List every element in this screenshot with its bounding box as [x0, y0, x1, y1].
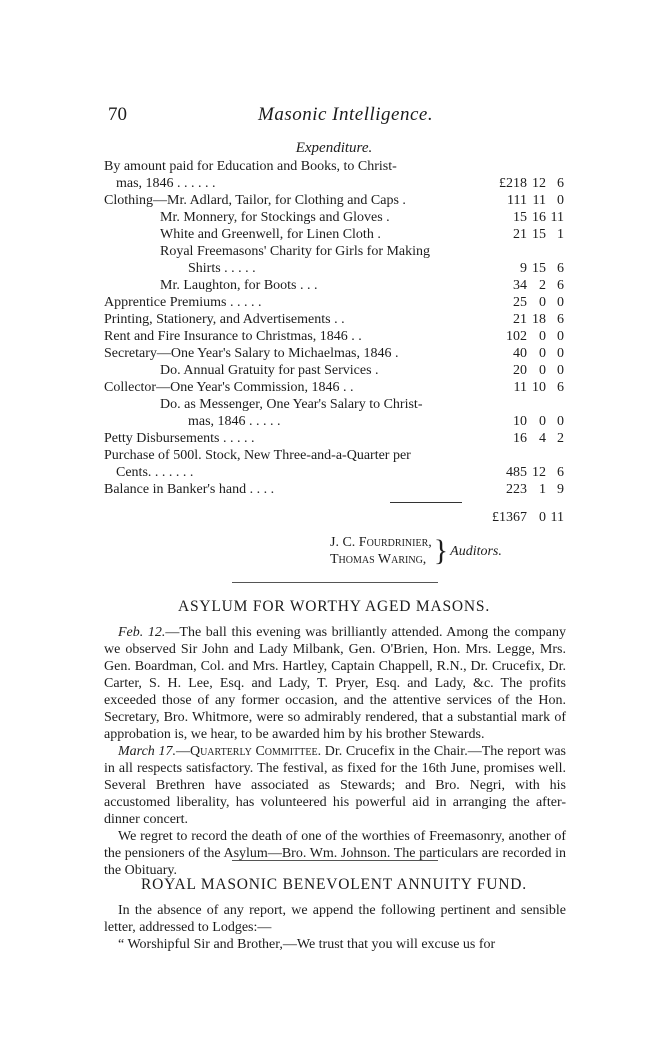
amount-pounds: 9 — [520, 261, 527, 276]
amount-pence: 9 — [557, 482, 564, 497]
amount-pence: 0 — [557, 414, 564, 429]
ledger-desc: Apprentice Premiums . . . . . — [104, 295, 262, 310]
ledger-amount — [492, 413, 564, 430]
ledger-desc: Balance in Banker's hand . . . . — [104, 482, 275, 497]
ledger-amount — [492, 260, 564, 277]
amount-pence: 6 — [557, 261, 564, 276]
asylum-section — [104, 624, 566, 879]
ledger-row — [104, 175, 564, 192]
ledger-row — [104, 413, 564, 430]
amount-pounds: 485 — [506, 465, 527, 480]
asylum-paragraph-3 — [104, 828, 566, 879]
ledger-row — [104, 192, 564, 209]
amount-pence: 0 — [557, 363, 564, 378]
amount-pounds: 111 — [507, 193, 527, 208]
ledger-row — [104, 243, 564, 260]
total-row — [104, 509, 564, 526]
amount-pounds: 25 — [513, 295, 527, 310]
ledger-desc: White and Greenwell, for Linen Cloth . — [160, 227, 381, 242]
ledger-desc: Do. as Messenger, One Year's Salary to Christ- — [160, 397, 423, 412]
ledger-desc: Printing, Stationery, and Advertisements . . — [104, 312, 345, 327]
ledger-amount — [492, 464, 564, 481]
amount-shillings: 16 — [532, 210, 546, 225]
ledger-amount — [492, 362, 564, 379]
running-title: Masonic Intelligence. — [258, 104, 434, 125]
ledger-row — [104, 396, 564, 413]
ledger-desc: Royal Freemasons' Charity for Girls for Making — [160, 244, 431, 259]
expenditure-title: Expenditure. — [295, 140, 373, 156]
total-pence: 11 — [550, 510, 564, 525]
section-divider — [232, 582, 438, 583]
ledger-row — [104, 311, 564, 328]
ledger-amount — [492, 209, 564, 226]
ledger-row — [104, 328, 564, 345]
ledger-amount — [492, 396, 564, 413]
total-pounds: £1367 — [492, 510, 527, 525]
auditors-label: Auditors. — [450, 543, 502, 559]
total-amount — [492, 509, 564, 526]
ledger-row — [104, 362, 564, 379]
amount-pounds: 20 — [513, 363, 527, 378]
ledger-desc: Do. Annual Gratuity for past Services . — [160, 363, 379, 378]
ledger-desc: Mr. Laughton, for Boots . . . — [160, 278, 318, 293]
amount-shillings: 0 — [539, 346, 546, 361]
ledger-row — [104, 464, 564, 481]
ledger-row — [104, 226, 564, 243]
ledger-amount — [492, 158, 564, 175]
ledger-desc: Secretary—One Year's Salary to Michaelmas, 1846 . — [104, 346, 399, 361]
ledger-amount — [492, 447, 564, 464]
amount-pence: 6 — [557, 278, 564, 293]
amount-shillings: 1 — [539, 482, 546, 497]
ledger-row — [104, 209, 564, 226]
amount-shillings: 18 — [532, 312, 546, 327]
asylum-title: ASYLUM FOR WORTHY AGED MASONS. — [177, 598, 490, 615]
amount-pence: 0 — [557, 329, 564, 344]
asylum-heading-2: —Quarterly Committee. — [175, 744, 322, 759]
ledger-desc: Purchase of 500l. Stock, New Three-and-a-Quarter per — [104, 448, 411, 463]
auditor-name-2: Thomas Waring, — [330, 552, 427, 567]
amount-shillings: 0 — [539, 329, 546, 344]
page-number: 70 — [108, 104, 127, 125]
amount-pounds: £218 — [499, 176, 527, 191]
ledger-amount — [492, 311, 564, 328]
amount-pounds: 10 — [513, 414, 527, 429]
asylum-date-2: March 17. — [118, 744, 176, 759]
ledger-row — [104, 430, 564, 447]
auditors-signature — [330, 534, 502, 568]
total-shillings: 0 — [539, 510, 546, 525]
ledger-row — [104, 447, 564, 464]
annuity-paragraph-2 — [104, 936, 566, 953]
section-divider — [232, 860, 438, 861]
amount-pence: 6 — [557, 312, 564, 327]
ledger-desc: Petty Disbursements . . . . . — [104, 431, 255, 446]
amount-shillings: 15 — [532, 227, 546, 242]
amount-pence: 6 — [557, 380, 564, 395]
amount-shillings: 4 — [539, 431, 546, 446]
amount-shillings: 0 — [539, 295, 546, 310]
ledger-desc: Cents. . . . . . . — [116, 465, 194, 480]
ledger-amount — [492, 328, 564, 345]
ledger-desc: Rent and Fire Insurance to Christmas, 1846 . . — [104, 329, 362, 344]
amount-pence: 11 — [550, 210, 564, 225]
amount-pence: 2 — [557, 431, 564, 446]
ledger-amount — [492, 430, 564, 447]
ledger-desc: Shirts . . . . . — [188, 261, 256, 276]
amount-shillings: 15 — [532, 261, 546, 276]
ledger-row — [104, 260, 564, 277]
asylum-date-1: Feb. 12. — [118, 625, 166, 640]
ledger-desc: mas, 1846 . . . . . — [188, 414, 281, 429]
amount-pounds: 16 — [513, 431, 527, 446]
amount-shillings: 12 — [532, 465, 546, 480]
ledger-amount — [492, 481, 564, 498]
brace-symbol: } — [433, 534, 449, 567]
ledger-desc: Mr. Monnery, for Stockings and Gloves . — [160, 210, 390, 225]
ledger-row — [104, 158, 564, 175]
ledger-row — [104, 481, 564, 498]
amount-pounds: 15 — [513, 210, 527, 225]
annuity-title: ROYAL MASONIC BENEVOLENT ANNUITY FUND. — [141, 876, 527, 893]
amount-pounds: 223 — [506, 482, 527, 497]
ledger-amount — [492, 379, 564, 396]
amount-pence: 0 — [557, 346, 564, 361]
amount-pounds: 40 — [513, 346, 527, 361]
auditor-name-1: J. C. Fourdrinier, — [330, 535, 432, 550]
annuity-section — [104, 902, 566, 953]
ledger-desc: By amount paid for Education and Books, to Christ- — [104, 159, 397, 174]
annuity-text-1: In the absence of any report, we append the following pertinent and sensible letter, addressed to Lodges:— — [104, 903, 566, 935]
amount-pounds: 102 — [506, 329, 527, 344]
ledger-desc: Collector—One Year's Commission, 1846 . . — [104, 380, 354, 395]
ledger-desc: Clothing—Mr. Adlard, Tailor, for Clothing and Caps . — [104, 193, 406, 208]
ledger-amount — [492, 243, 564, 260]
asylum-text-3: We regret to record the death of one of the worthies of Freemasonry, another of the pensioners of the Asylum—Bro. Wm. Johnson. The particulars are recorded in the Obituary. — [104, 829, 566, 878]
amount-shillings: 0 — [539, 414, 546, 429]
total-rule — [390, 502, 462, 503]
amount-shillings: 11 — [532, 193, 546, 208]
ledger-amount — [492, 294, 564, 311]
amount-pence: 6 — [557, 176, 564, 191]
amount-pounds: 21 — [513, 312, 527, 327]
page-header — [108, 104, 560, 126]
annuity-text-2: “ Worshipful Sir and Brother,—We trust that you will excuse us for — [118, 937, 496, 952]
annuity-paragraph-1 — [104, 902, 566, 936]
ledger-amount — [492, 345, 564, 362]
auditor-names — [330, 534, 432, 568]
ledger-row — [104, 277, 564, 294]
asylum-text-1: —The ball this evening was brilliantly attended. Among the company we observed Sir John and Lady Milbank, Gen. O'Brien, Hon. Mrs. Legge, Mrs. Gen. Boardman, Col. and Mrs. Hartley, Captain Chappell, R.N., Dr. Crucefix, Dr. Carter, S. H. Lee, Esq. and Lady, T. Pryer, Esq. and Lady, &c. The profits exceeded those of any former occasion, and the attentive services of the Hon. Secretary, Bro. Whitmore, were so admirably rendered, that a substantial mark of approbation is, we hear, to be awarded him by his brother Stewards. — [104, 625, 567, 742]
amount-pence: 1 — [557, 227, 564, 242]
amount-shillings: 0 — [539, 363, 546, 378]
ledger-amount — [492, 226, 564, 243]
ledger-amount — [492, 277, 564, 294]
ledger-desc: mas, 1846 . . . . . . — [116, 176, 216, 191]
asylum-text-2: Dr. Crucefix in the Chair.—The report was in all respects satisfactory. The festival, as fixed for the 16th June, promises well. Several Brethren have associated as Stewards; and Bro. Negri, with his accustomed liberality, has volunteered his powerful aid in arranging the after-dinner concert. — [104, 744, 566, 827]
amount-shillings: 12 — [532, 176, 546, 191]
ledger-row — [104, 379, 564, 396]
amount-pence: 6 — [557, 465, 564, 480]
asylum-paragraph-1 — [104, 624, 566, 743]
ledger-row — [104, 345, 564, 362]
ledger-row — [104, 294, 564, 311]
amount-pounds: 34 — [513, 278, 527, 293]
amount-shillings: 10 — [532, 380, 546, 395]
ledger-amount — [492, 175, 564, 192]
expenditure-total — [104, 509, 564, 526]
ledger-amount — [492, 192, 564, 209]
amount-pence: 0 — [557, 193, 564, 208]
expenditure-ledger — [104, 158, 564, 498]
amount-pounds: 11 — [513, 380, 527, 395]
amount-pounds: 21 — [513, 227, 527, 242]
amount-shillings: 2 — [539, 278, 546, 293]
amount-pence: 0 — [557, 295, 564, 310]
asylum-paragraph-2 — [104, 743, 566, 828]
